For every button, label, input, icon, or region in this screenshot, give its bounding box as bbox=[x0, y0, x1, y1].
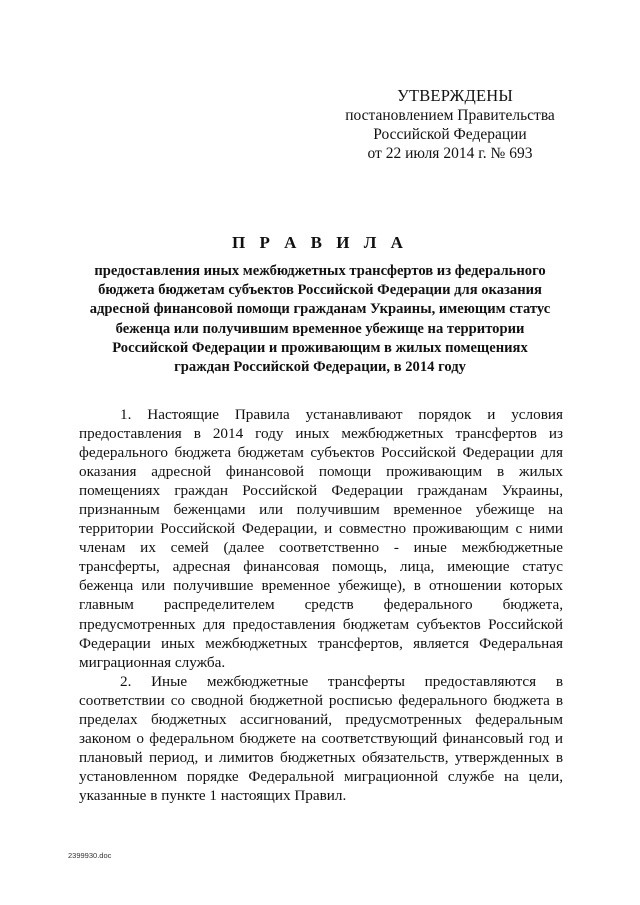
subtitle-line: Российской Федерации и проживающим в жилых помещениях bbox=[112, 339, 528, 356]
document-title: П Р А В И Л А bbox=[232, 233, 408, 252]
document-body bbox=[79, 405, 563, 805]
paragraph-2: 2. Иные межбюджетные трансферты предоставляются в соответствии со сводной бюджетной росписью федерального бюджета в пределах бюджетных ассигнований, предусмотренных федеральным законом о федеральном бюджете на соответствующий финансовый год и плановый период, и лимитов бюджетных обязательств, утвержденных в установленном порядке Федеральной миграционной службе на цели, указанные в пункте 1 настоящих Правил. bbox=[79, 672, 563, 804]
approval-block bbox=[330, 86, 570, 163]
approval-line-3: от 22 июля 2014 г. № 693 bbox=[367, 145, 533, 162]
approval-heading: УТВЕРЖДЕНЫ bbox=[397, 86, 513, 105]
subtitle-line: предоставления иных межбюджетных трансфертов из федерального bbox=[94, 263, 546, 279]
approval-line-2: Российской Федерации bbox=[373, 126, 527, 143]
approval-line-1: постановлением Правительства bbox=[345, 107, 555, 124]
subtitle-line: бюджета бюджетам субъектов Российской Федерации для оказания bbox=[98, 282, 542, 299]
paragraph-1: 1. Настоящие Правила устанавливают порядок и условия предоставления в 2014 году иных межбюджетных трансфертов из федерального бюджета бюджетам субъектов Российской Федерации для оказания адресной финансовой помощи проживающим в жилых помещениях граждан Российской Федерации гражданам Украины, признанным беженцами или получившим временное убежище на территории Российской Федерации, и совместно проживающим с ними членам их семей (далее соответственно - иные межбюджетные трансферты, адресная финансовая помощь, лица, имеющие статус беженца или получившие временное убежище), в отношении которых главным распределителем средств федерального бюджета, предусмотренных для предоставления бюджетам субъектов Российской Федерации иных межбюджетных трансфертов, является Федеральная миграционная служба. bbox=[79, 406, 563, 671]
subtitle-line: граждан Российской Федерации, в 2014 году bbox=[174, 359, 466, 376]
document-subtitle bbox=[70, 262, 570, 377]
subtitle-line: адресной финансовой помощи гражданам Украины, имеющим статус bbox=[89, 301, 551, 318]
footer-filename: 2399930.doc bbox=[68, 851, 112, 860]
subtitle-line: беженца или получившим временное убежище на территории bbox=[115, 320, 525, 337]
